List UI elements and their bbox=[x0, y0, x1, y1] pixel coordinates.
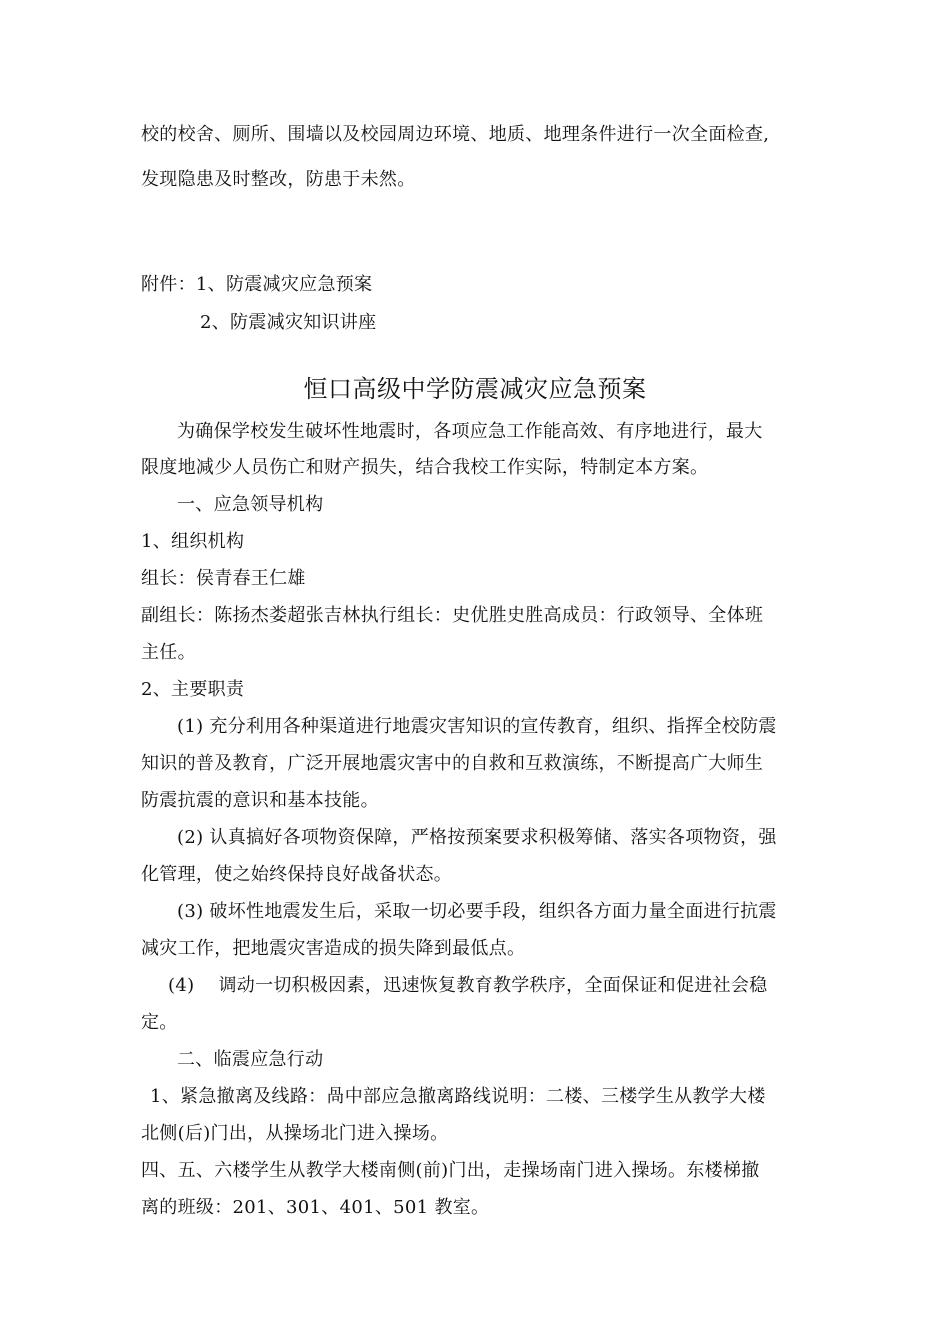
deputy-line-1: 副组长：陈扬杰娄超张吉林执行组长：史优胜史胜高成员：行政领导、全体班 bbox=[141, 605, 764, 626]
duty-2-line-2: 化管理，使之始终保持良好战备状态。 bbox=[141, 864, 453, 885]
duty-4-line-1: (4) 调动一切积极因素，迅速恢复教育教学秩序，全面保证和促进社会稳 bbox=[168, 975, 768, 996]
evacuation-line-3: 四、五、六楼学生从教学大楼南侧(前)门出，走操场南门进入操场。东楼梯撤 bbox=[141, 1160, 760, 1181]
duty-1-line-2: 知识的普及教育，广泛开展地震灾害中的自救和互救演练，不断提高广大师生 bbox=[141, 753, 764, 774]
duty-4-line-2: 定。 bbox=[141, 1012, 178, 1033]
duty-3-line-2: 减灾工作，把地震灾害造成的损失降到最低点。 bbox=[141, 938, 526, 959]
plan-intro-line-1: 为确保学校发生破坏性地震时，各项应急工作能高效、有序地进行，最大 bbox=[177, 421, 763, 442]
evacuation-line-1: 1、紧急撤离及线路：咼中部应急撤离路线说明：二楼、三楼学生从教学大楼 bbox=[150, 1086, 766, 1107]
duty-1-line-1: (1) 充分利用各种渠道进行地震灾害知识的宣传教育，组织、指挥全校防震 bbox=[177, 716, 777, 737]
subsection-2-heading: 2、主要职责 bbox=[141, 679, 245, 700]
deputy-line-2: 主任。 bbox=[141, 642, 196, 663]
attachment-item-2: 2、防震减灾知识讲座 bbox=[200, 312, 377, 333]
section-2-heading: 二、临震应急行动 bbox=[177, 1049, 324, 1070]
duty-3-line-1: (3) 破坏性地震发生后，采取一切必要手段，组织各方面力量全面进行抗震 bbox=[177, 901, 777, 922]
leader-line: 组长：侯青春王仁雄 bbox=[141, 568, 306, 589]
subsection-1-heading: 1、组织机构 bbox=[141, 531, 245, 552]
evacuation-line-2: 北侧(后)门出，从操场北门进入操场。 bbox=[141, 1123, 449, 1144]
evacuation-line-4: 离的班级：201、301、401、501 教室。 bbox=[141, 1197, 490, 1218]
intro-line-1: 校的校舍、厕所、围墙以及校园周边环境、地质、地理条件进行一次全面检查, bbox=[141, 124, 770, 145]
attachment-item-1: 附件：1、防震减灾应急预案 bbox=[141, 274, 373, 295]
section-1-heading: 一、应急领导机构 bbox=[177, 494, 324, 515]
plan-title: 恒口高级中学防震减灾应急预案 bbox=[303, 375, 647, 403]
intro-line-2: 发现隐患及时整改，防患于未然。 bbox=[141, 169, 416, 190]
duty-1-line-3: 防震抗震的意识和基本技能。 bbox=[141, 790, 379, 811]
duty-2-line-1: (2) 认真搞好各项物资保障，严格按预案要求积极筹储、落实各项物资，强 bbox=[177, 827, 777, 848]
plan-intro-line-2: 限度地减少人员伤亡和财产损失，结合我校工作实际，特制定本方案。 bbox=[141, 457, 709, 478]
